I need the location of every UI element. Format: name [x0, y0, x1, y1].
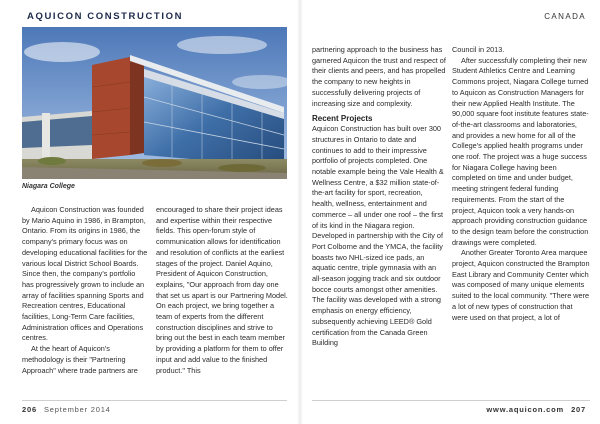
article-column-3 [312, 45, 446, 349]
page-number-right: 207 [571, 405, 586, 414]
article-column-1 [22, 205, 148, 376]
paragraph: At the heart of Aquicon's methodology is their "Partnering Approach" where trade partners are [22, 344, 138, 375]
right-page [300, 0, 600, 424]
paragraph: After successfully completing their new Student Athletics Centre and Learning Commons project, Niagara College turned to Aquicon as Construction Managers for their new Applied Health Institute. The 90,000 square foot institute features state-of-the-art classrooms and laboratories, and provides a new home for all of the College's applied health programs under one roof. The project was a huge success for Niagara College having been completed on time and under budget, meeting stringent federal funding requirements. From the start of the project, Aquicon took a very hands-on approach providing construction guidance to the design team before the construction drawings were completed. [452, 55, 589, 247]
country-label: CANADA [544, 12, 586, 21]
photo-caption: Niagara College [22, 183, 75, 190]
paragraph: Aquicon Construction has built over 300 structures in Ontario to date and continues to add to their impressive portfolio of projects completed. One notable example being the Vale Health & Wellness Centre, a $32 million state-of-the-art facility for sport, recreation, health, wellness, entertainment and commerce – all under one roof – the first of its kind in the Niagara region. Developed in partnership with the City of Port Colborne and the YMCA, the facility boasts two NHL-sized ice pads, an aquatic centre, triple gymnasia with an all-season jogging track and six outdoor bocce courts amongst other amenities. The facility was developed with a strong emphasis on energy efficiency, subsequently achieving LEED® Gold certification from the Canada Green Building [312, 124, 444, 348]
publication-brand: AQUICON CONSTRUCTION [27, 11, 184, 22]
website-url: www.aquicon.com [486, 405, 564, 414]
article-column-2 [156, 205, 288, 376]
issue-date: September 2014 [44, 405, 111, 414]
footer-rule [312, 400, 590, 401]
paragraph: encouraged to share their project ideas and expertise within their respective fields. This open-forum style of communication allows for identification and resolution of conflicts at the earliest stages of the project. Daniel Aquino, President of Aquicon Construction, explains, "Our approach from day one that set us apart is our Partnering Model. On each project, we bring together a team of experts from the different construction disciplines and strive to bring out the best in each team member by providing a platform for them to offer input and add value to the finished product." This [156, 205, 288, 375]
section-heading: Recent Projects [312, 114, 373, 124]
article-column-4 [452, 45, 590, 323]
paragraph: Aquicon Construction was founded by Mario Aquino in 1986, in Brampton, Ontario. From its origins in 1986, the company's primary focus was on developing educational facilities for the various local District School Boards. Since then, the company's portfolio has progressively grown to include an array of facilities spanning Sports and Recreation centres, Educational facilities, Long-Term Care facilities, Administration offices and Operations centres. [22, 205, 148, 343]
footer-rule [22, 400, 287, 401]
paragraph: partnering approach to the business has garnered Aquicon the trust and respect of their clients and peers, and has propelled the company to new heights in successfully delivering projects of increasing size and complexity. [312, 45, 446, 108]
paragraph: Another Greater Toronto Area marquee project, Aquicon constructed the Brampton East Library and Community Center which was composed of many unique elements suited to the local community. "There were a lot of new types of construction that were used on that project, a lot of [452, 248, 590, 322]
niagara-college-photo [22, 27, 287, 179]
paragraph: Council in 2013. [452, 45, 505, 54]
page-number-left: 206 [22, 405, 37, 414]
